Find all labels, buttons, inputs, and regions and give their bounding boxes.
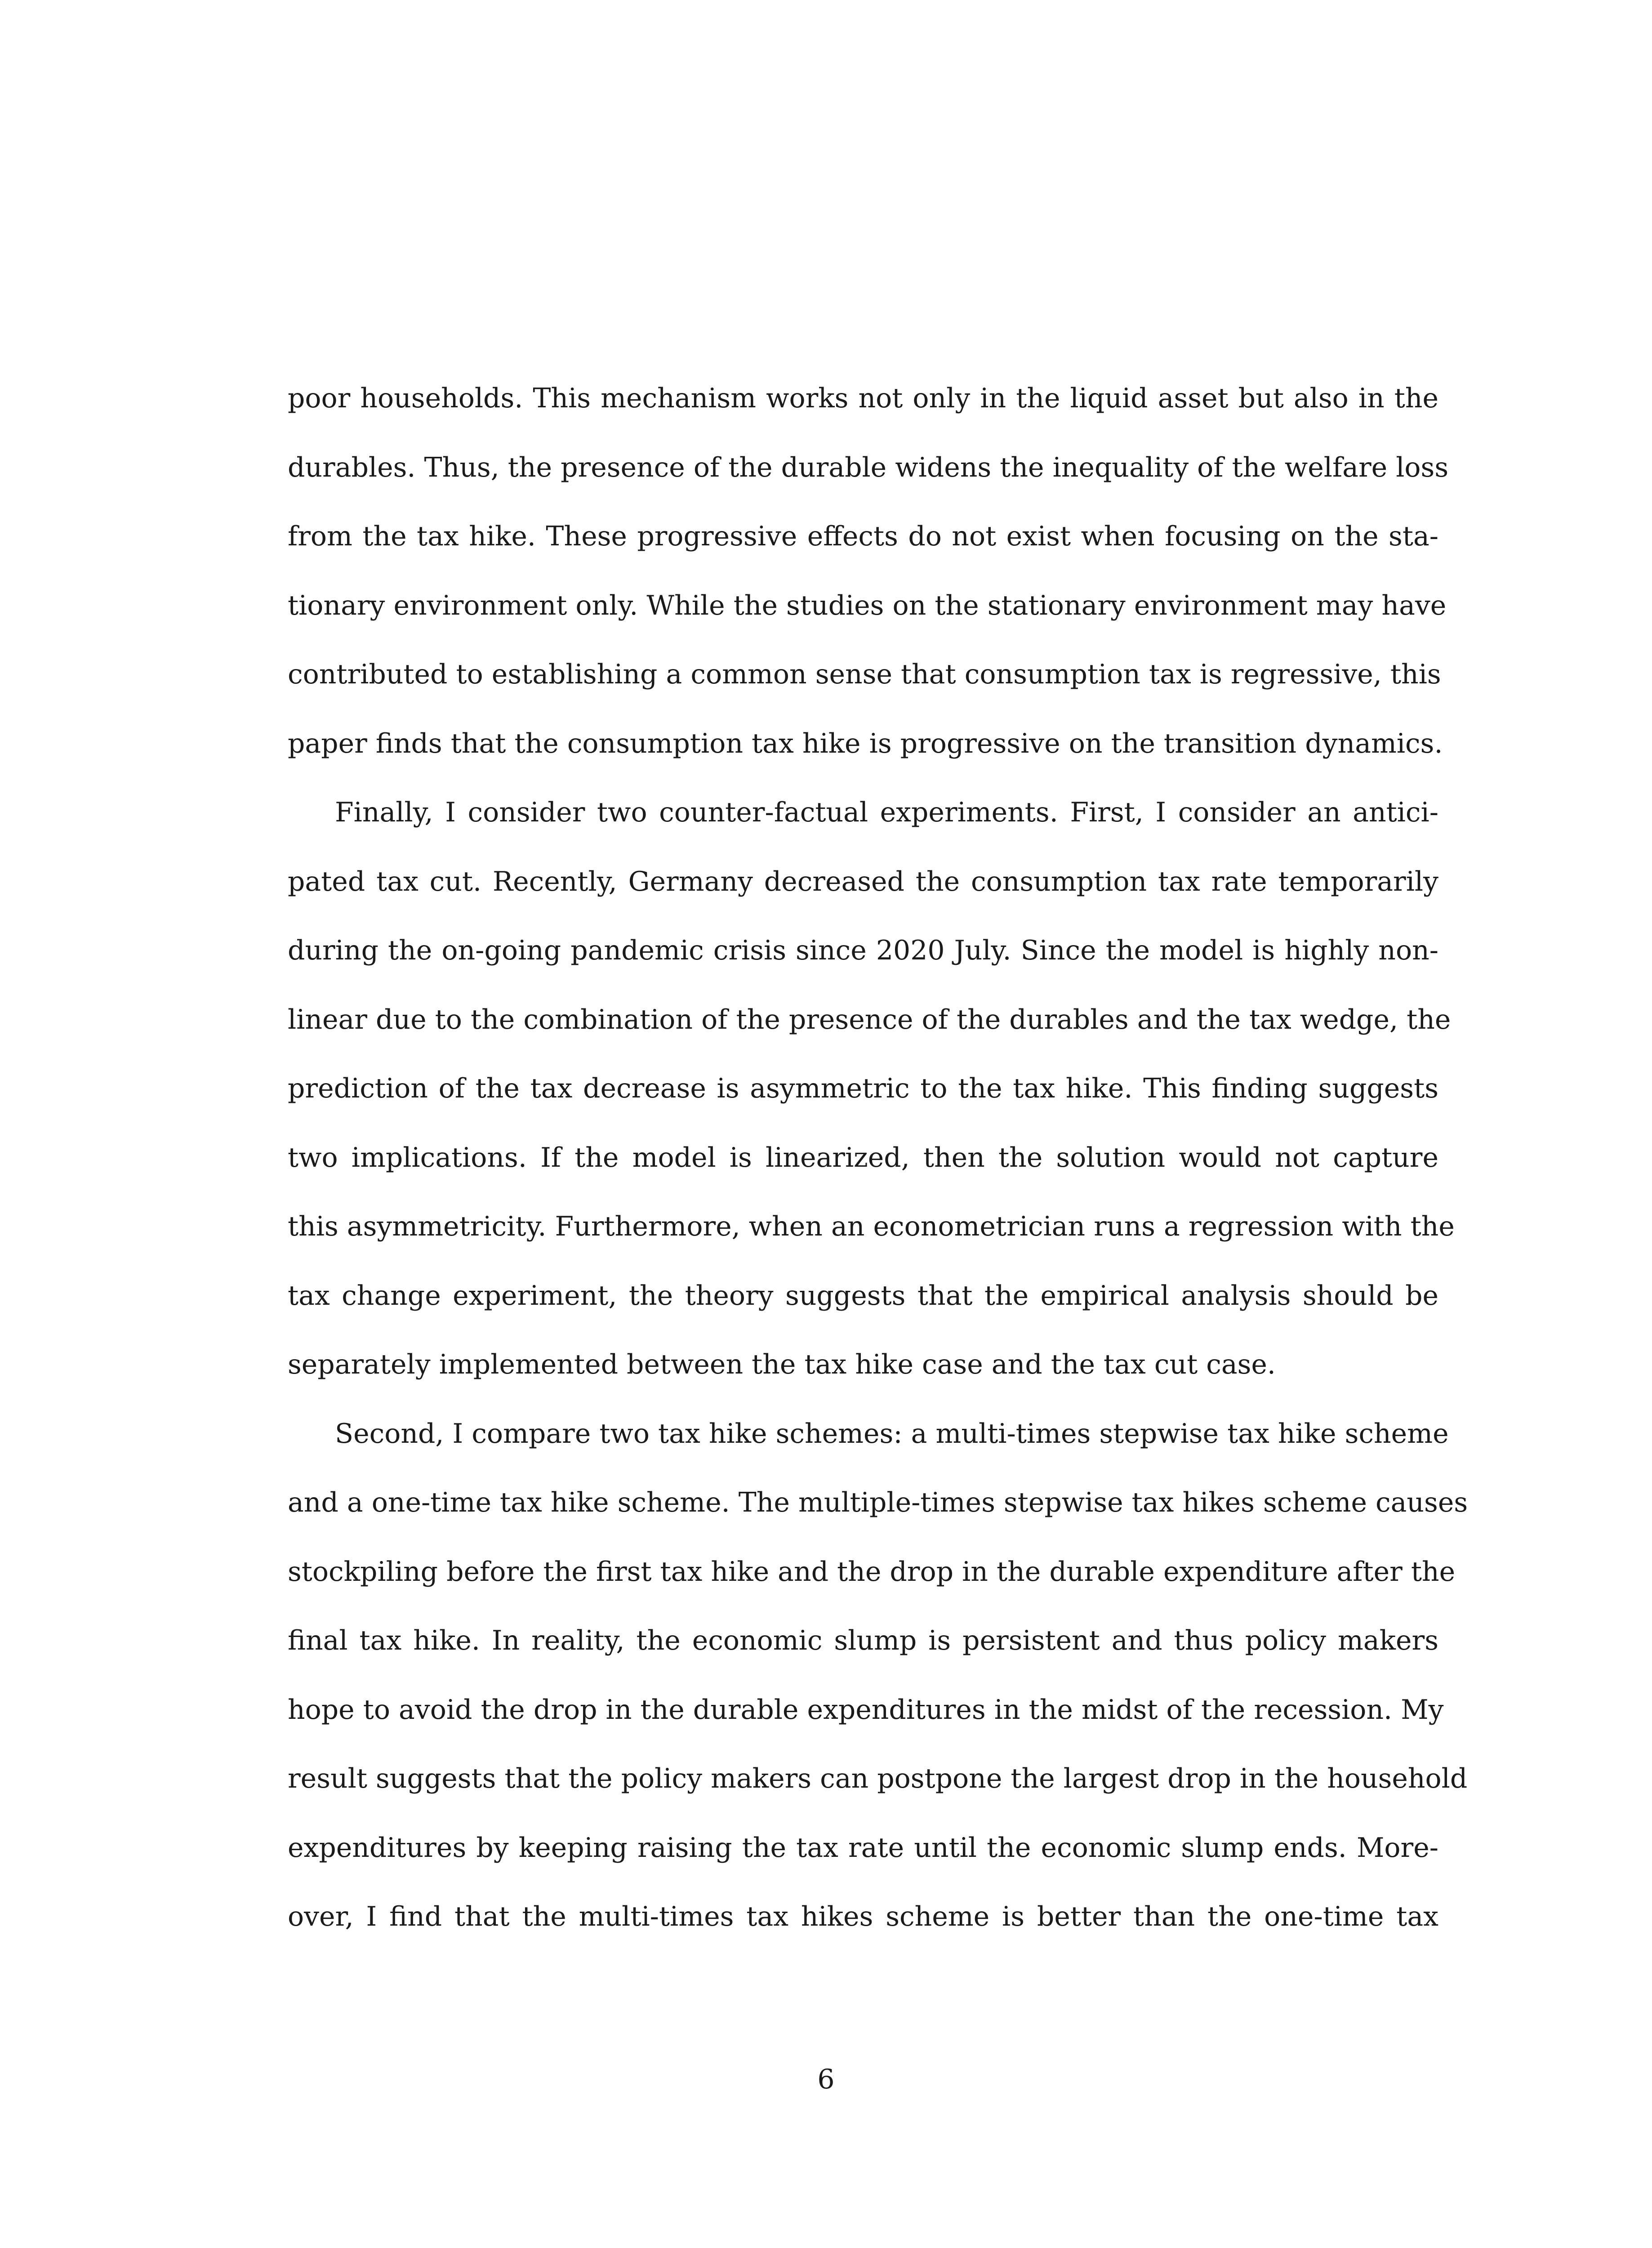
text-line: linear due to the combination of the presence of the durables and the tax wedge, the <box>288 1004 1451 1035</box>
text-line: prediction of the tax decrease is asymmetric to the tax hike. This finding suggests <box>288 1073 1438 1104</box>
text-line: pated tax cut. Recently, Germany decreased the consumption tax rate temporarily <box>288 865 1438 897</box>
paragraph-3 <box>288 1400 1468 1952</box>
text-line: expenditures by keeping raising the tax rate until the economic slump ends. More- <box>288 1832 1438 1864</box>
text-line: Second, I compare two tax hike schemes: a multi-times stepwise tax hike scheme <box>335 1418 1449 1450</box>
text-line: durables. Thus, the presence of the durable widens the inequality of the welfare loss <box>288 451 1449 483</box>
text-line: separately implemented between the tax hike case and the tax cut case. <box>288 1349 1276 1380</box>
paragraph-2 <box>288 778 1455 1400</box>
text-line: this asymmetricity. Furthermore, when an econometrician runs a regression with the <box>288 1211 1455 1242</box>
text-line: stockpiling before the first tax hike and the drop in the durable expenditure after the <box>288 1556 1456 1588</box>
paragraph-1 <box>288 364 1449 778</box>
text-line: over, I find that the multi-times tax hikes scheme is better than the one-time tax <box>288 1901 1438 1932</box>
text-line: two implications. If the model is linearized, then the solution would not capture <box>288 1142 1438 1173</box>
text-line: paper finds that the consumption tax hike is progressive on the transition dynamics. <box>288 727 1443 759</box>
text-line: from the tax hike. These progressive effects do not exist when focusing on the sta- <box>288 521 1438 552</box>
text-line: tax change experiment, the theory suggests that the empirical analysis should be <box>288 1280 1438 1311</box>
text-line: result suggests that the policy makers can postpone the largest drop in the household <box>288 1763 1468 1794</box>
text-line: and a one-time tax hike scheme. The multiple-times stepwise tax hikes scheme causes <box>288 1487 1468 1518</box>
text-line: during the on-going pandemic crisis since 2020 July. Since the model is highly non- <box>288 935 1438 966</box>
text-line: tionary environment only. While the studies on the stationary environment may have <box>288 589 1447 621</box>
text-line: Finally, I consider two counter-factual experiments. First, I consider an antici- <box>335 797 1438 828</box>
text-line: final tax hike. In reality, the economic slump is persistent and thus policy makers <box>288 1625 1438 1656</box>
text-line: contributed to establishing a common sense that consumption tax is regressive, this <box>288 659 1441 690</box>
page-number: 6 <box>817 2064 835 2095</box>
text-line: poor households. This mechanism works not only in the liquid asset but also in the <box>288 383 1438 414</box>
page-body <box>288 364 1468 1952</box>
text-line: hope to avoid the drop in the durable expenditures in the midst of the recession. My <box>288 1694 1444 1726</box>
